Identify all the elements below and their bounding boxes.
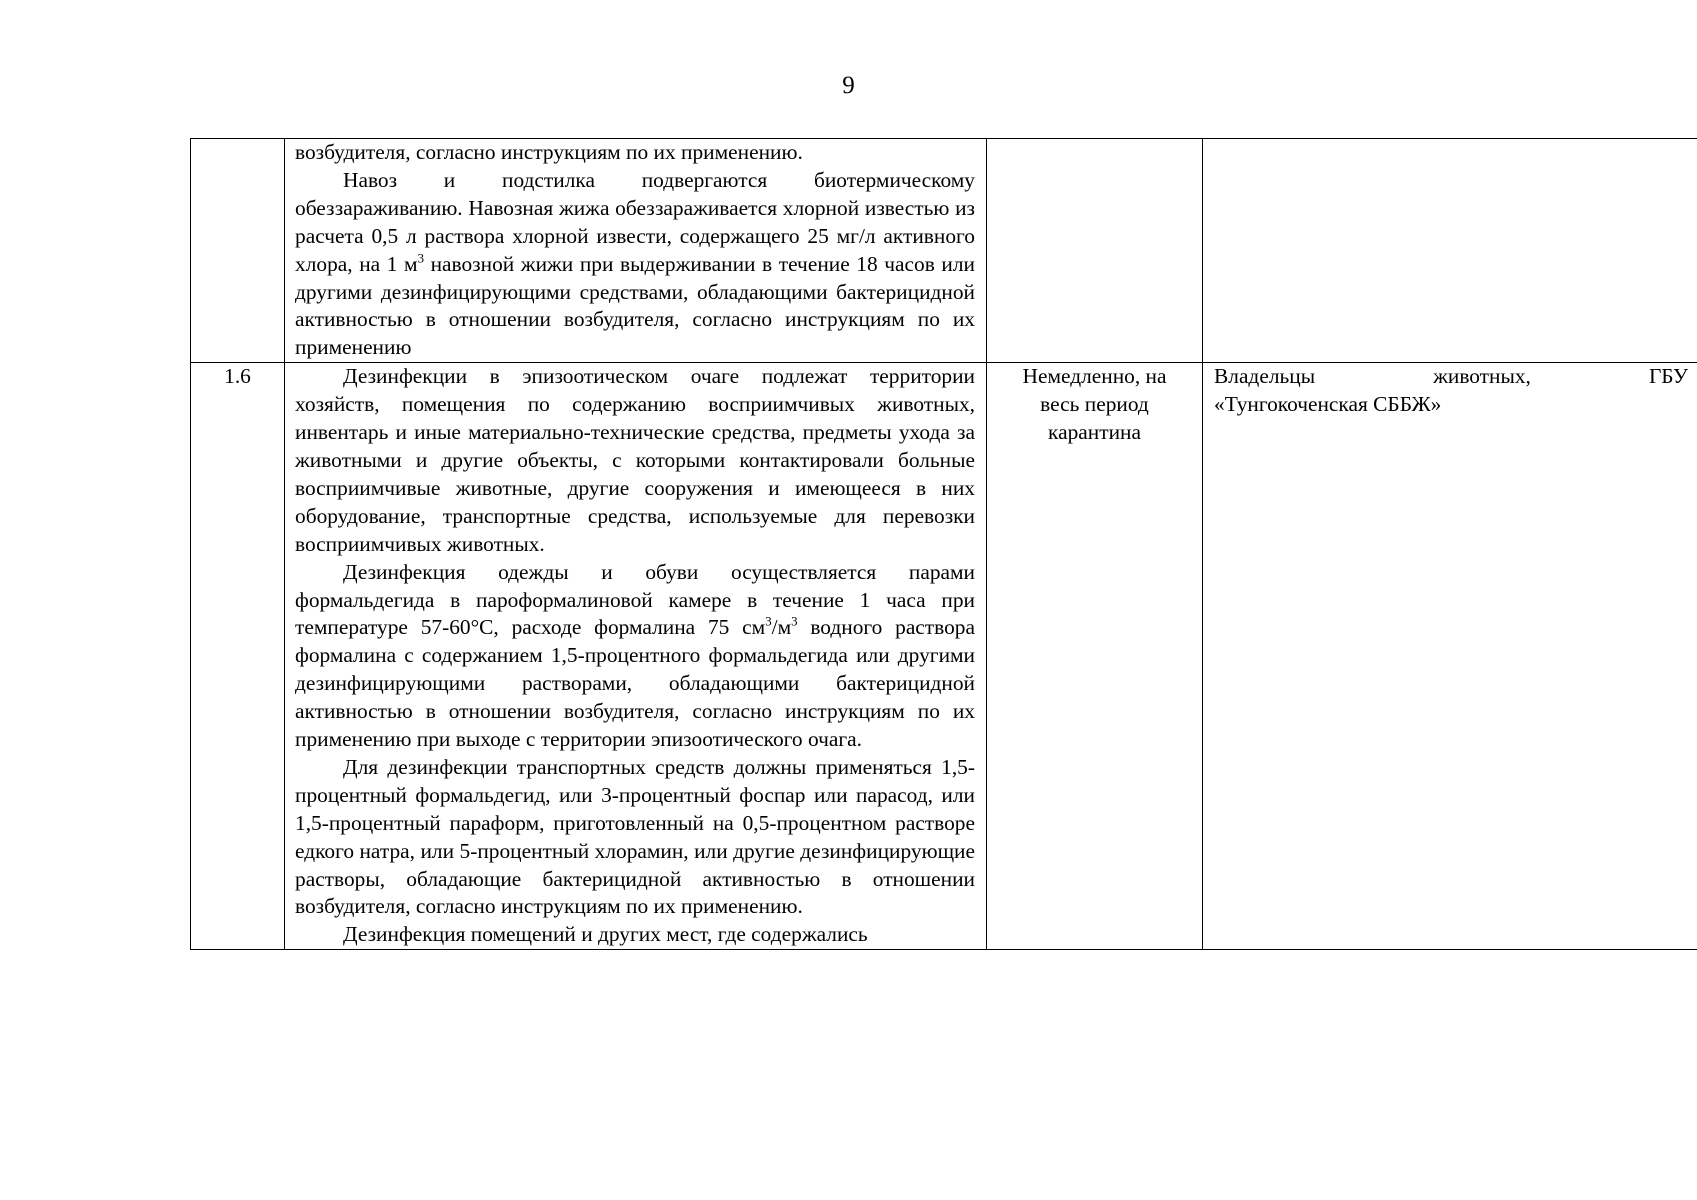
measure-cell	[285, 363, 987, 950]
row-number-cell	[191, 139, 285, 363]
paragraph: Дезинфекция помещений и других мест, где содержались	[343, 922, 868, 947]
term-cell	[987, 139, 1203, 363]
responsible-cell	[1203, 363, 1697, 950]
term-line: карантина	[1048, 420, 1141, 445]
term-line: Немедленно, на	[1022, 364, 1167, 389]
responsible-word: животных,	[1433, 364, 1531, 389]
paragraph: Дезинфекция одежды и обуви осуществляется парами формальдегида в пароформалиновой камере в течение 1 часа при температуре 57-60°С, расходе формалина 75 $см^3/м^3$ водного раствора формалина с содержанием 1,5-процентного формальдегида или другими дезинфицирующими растворами, обладающими бактерицидной активностью в отношении возбудителя, согласно инструкциям по их применению при выходе с территории эпизоотического очага.	[295, 559, 975, 752]
term-line: весь период	[1040, 392, 1149, 417]
term-cell	[987, 363, 1203, 950]
row-number-cell: 1.6	[191, 363, 285, 950]
paragraph: возбудителя, согласно инструкциям по их применению.	[295, 140, 803, 164]
measures-table	[190, 138, 1697, 950]
responsible-cell	[1203, 139, 1697, 363]
responsible-word: Владельцы	[1214, 364, 1316, 389]
measure-cell	[285, 139, 987, 363]
paragraph: Навоз и подстилка подвергаются биотермическому обеззараживанию. Навозная жижа обеззараживается хлорной известью из расчета 0,5 л раствора хлорной извести, содержащего 25 мг/л активного хлора, на 1 $м^3$ навозной жижи при выдерживании в течение 18 часов или другими дезинфицирующими средствами, обладающими бактерицидной активностью в отношении возбудителя, согласно инструкциям по их применению	[295, 167, 975, 360]
table-row	[191, 139, 1697, 363]
responsible-line	[1214, 363, 1688, 391]
responsible-line: «Тунгокоченская СББЖ»	[1214, 392, 1442, 417]
page-number: 9	[842, 72, 855, 99]
responsible-word: ГБУ	[1648, 364, 1688, 389]
paragraph: Для дезинфекции транспортных средств должны применяться 1,5-процентный формальдегид, или 3-процентный фоспар или парасод, или 1,5-процентный параформ, приготовленный на 0,5-процентном растворе едкого натра, или 5-процентный хлорамин, или другие дезинфицирующие растворы, обладающие бактерицидной активностью в отношении возбудителя, согласно инструкциям по их применению.	[295, 754, 975, 919]
table-row	[191, 363, 1697, 950]
paragraph: Дезинфекции в эпизоотическом очаге подлежат территории хозяйств, помещения по содержанию восприимчивых животных, инвентарь и иные материально-технические средства, предметы ухода за животными и другие объекты, с которыми контактировали больные восприимчивые животные, другие сооружения и имеющееся в них оборудование, транспортные средства, используемые для перевозки восприимчивых животных.	[295, 364, 975, 556]
